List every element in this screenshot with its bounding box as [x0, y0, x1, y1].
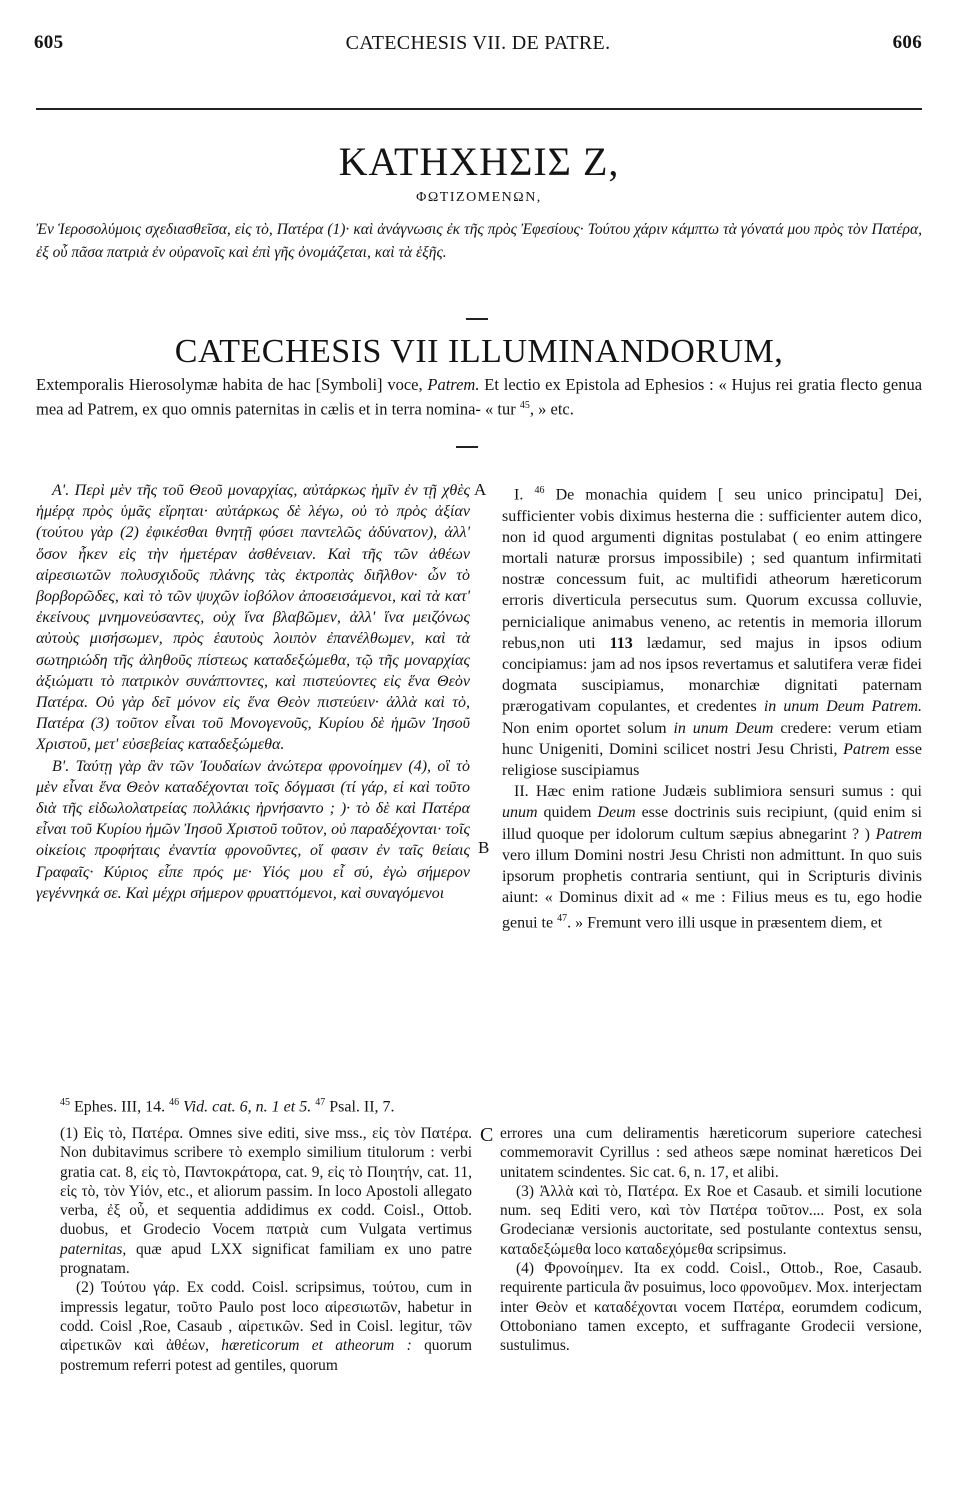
latin-para-2-it1: unum — [502, 804, 538, 822]
latin-intro-end: , » etc. — [529, 399, 574, 419]
latin-para-2-it2: Deum — [597, 804, 636, 822]
latin-paragraph-1 — [502, 480, 922, 781]
latin-text-column — [502, 480, 922, 934]
header-rule — [36, 108, 922, 110]
footnote-marker-46: 46 — [534, 485, 545, 496]
latin-intro-patrem: Patrem. — [427, 375, 480, 394]
ref-47-num: 47 — [315, 1097, 326, 1108]
ref-47-text: Psal. II, 7. — [325, 1098, 395, 1116]
section-dash-2 — [456, 446, 478, 448]
margin-marker-c: C — [480, 1124, 494, 1146]
greek-subtitle: ΦΩΤΙΖΟΜΕΝΩΝ, — [416, 190, 542, 205]
latin-para-2e: . » Fremunt vero illi usque in præsentem diem, et — [567, 914, 883, 932]
note-2 — [60, 1278, 472, 1374]
note-1a: (1) Εἰς τὸ, Πατέρα. Omnes sive editi, sive mss., εἰς τὸν Πατέρα. Non dubitavimus scribere τὸ exemplo similium titulorum : verbi gratia cat. 8, εἰς τὸ, Παντοκράτορα, cat. 9, εἰς τὸ Ποιητήν, cat. 11, εἰς τὸ, τὸν Υἱόν, etc., et aliorum passim. In loco Apostoli allegato verba, ἐξ οὗ, et sequentia addidimus ex codd. Coisl., Ottob. duobus, et Grodecio Vocem πατριὰ cum Vulgata vertimus — [60, 1125, 472, 1239]
note-2b: quorum postremum referri potest ad gentiles, quorum — [60, 1337, 472, 1374]
note-2a: (2) Τούτου γάρ. Ex codd. Coisl. scripsimus, τούτου, cum in impressis legatur, τοῦτο Paulo post loco αἱρεσιωτῶν, habetur in codd. Coisl ,Roe, Casaub , αἱρετικῶν. Sed in Coisl. legitur, τῶν αἱρετικῶν καὶ ἀθέων, — [60, 1279, 472, 1355]
latin-para-2d: vero illum Domini nostri Jesu Christi non admittunt. In quo suis ipsorum prophetis contraria sentiunt, qui in Scripturis divinis aiunt: « Dominus dixit ad « me : Filius meus es tu, ego hodie genui te — [502, 846, 922, 932]
margin-marker-b: B — [478, 838, 490, 857]
footnote-marker-47: 47 — [557, 913, 568, 925]
note-3: (3) Ἀλλὰ καὶ τὸ, Πατέρα. Ex Roe et Casaub. et simili locutione num. seq Editi vero, καὶ τὸν Πατέρα τοῦτον.... Post, ex sola Grodecianæ versionis auctoritate, sed postulante contextus sensu, καταδεξώμεθα loco καταδεχόμεθα scripsimus. — [500, 1182, 922, 1258]
margin-marker-a: A — [474, 480, 487, 499]
latin-para-1e: esse religiose suscipiamus — [502, 740, 923, 779]
latin-para-1-it1: in unum Deum Patrem. — [763, 698, 923, 716]
note-1 — [60, 1124, 472, 1278]
greek-title: ΚΑΤΗΧΗΣΙΣ Ζ, — [338, 139, 620, 184]
latin-para-2b: quidem — [537, 804, 598, 822]
latin-para-1c: Non enim oportet solum — [502, 719, 674, 737]
greek-paragraph-1: Α'. Περὶ μὲν τῆς τοῦ Θεοῦ μοναρχίας, αὐτάρκως ἡμῖν ἐν τῇ χθὲς ἡμέρᾳ πρὸς ὑμᾶς εἴρηται· αὐτάρκως δὲ λέγω, οὐ τὸ πρὸς ἀξίαν (τούτου γὰρ (2) ἐφικέσθαι θνητῇ φύσει παντελῶς ἀδύνατον), ἀλλ' ὅσον ἧκεν εἰς τὴν ἡμετέραν ἀσθένειαν. Καὶ τῆς τῶν ἀθέων αἱρεσιωτῶν πολυσχιδοῦς πλάνης τὰς ἐκτροπὰς διῆλθον· ὧν τὸ βορβορῶδες, καὶ τὸ τῶν ψυχῶν ἰοβόλον ἀποσεισάμενοι, καὶ τὰ κατ' ἐκείνους μνημονεύσαντες, οὐχ ἵνα βλαβῶμεν, ἀλλ' ἵνα μειζόνως αὐτοὺς μισήσωμεν, πρὸς ἑαυτοὺς λοιπὸν ἐπανέλθωμεν, καὶ τὰ σωτηριώδη τῆς ἀληθοῦς πίστεως καταδεξώμεθα, τῷ τῆς μοναρχίας ἀξιώματι τὸ πατρικὸν συνάπτοντες, καὶ πιστεύοντες εἰς ἕνα Θεὸν Πατέρα. Οὐ γὰρ δεῖ μόνον εἰς ἕνα Θεὸν πιστεύειν· ἀλλὰ καὶ τὸ, Πατέρα (3) τοῦτον εἶναι τοῦ Μονογενοῦς, Κυρίου δὲ ἡμῶν Ἰησοῦ Χριστοῦ, μετ' εὐσεβείας καταδεξώμεθα. — [36, 482, 470, 754]
greek-intro: Ἐν Ἱεροσολύμοις σχεδιασθεῖσα, εἰς τὸ, Πατέρα (1)· καὶ ἀνάγνωσις ἐκ τῆς πρὸς Ἐφεσίους· Τούτου χάριν κάμπτω τὰ γόνατά μου πρὸς τὸν Πατέρα, ἐξ οὗ πᾶσα πατριὰ ἐν οὐρανοῖς καὶ ἐπὶ γῆς ὀνομάζεται, καὶ τὰ ἑξῆς. — [36, 221, 922, 261]
latin-para-2-it3: Patrem — [875, 825, 922, 843]
latin-para-2c: esse doctrinis suis recipiunt, (quid enim si illud quoque per idolorum cultum sæpius abnegarint ? ) — [502, 804, 922, 843]
ref-46-text: Vid. cat. 6, n. 1 et 5. — [179, 1098, 316, 1116]
notes-right-column — [500, 1124, 922, 1356]
ref-46-num: 46 — [169, 1097, 180, 1108]
latin-para-1-it2: in unum Deum — [673, 719, 774, 737]
latin-intro-text: Extemporalis Hierosolymæ habita de hac [Symboli] voce, — [36, 375, 423, 394]
latin-intro-lectio: Et lectio ex Epistola ad Ephesios : « Hujus rei gratia flecto genua mea ad Patrem, ex quo omnis paternitas in cælis et in terra nomina- « tur — [36, 375, 923, 419]
notes-left-column — [60, 1124, 472, 1375]
note-continuation: errores una cum deliramentis hæreticorum superiore catechesi commemoravit Cyrillus : sed atheos sæpe nominat hæreticos Dei unitatem scindentes. Sic cat. 6, n. 17, et alibi. — [500, 1125, 922, 1181]
latin-para-1b: lædamur, sed majus in ipsos odium concipiamus: jam ad nos ipsos revertamus et salutifera veræ fidei dogmata suscipiamus, monarchiæ dignitati paternam prærogativam copulantes, et credentes — [502, 634, 922, 716]
note-4: (4) Φρονοίημεν. Ita ex codd. Coisl., Ottob., Roe, Casaub. requirente particula ἂν posuimus, loco φρονοῦμεν. Mox. interjectam inter Θεὸν et καταδέχονται vocem Πατέρα, eorumdem codicum, Ottoboniano tamen excepto, et suffragante Grodecii versione, sustulimus. — [500, 1260, 922, 1355]
section-dash — [466, 318, 488, 320]
latin-para-2a: II. Hæc enim ratione Judæis sublimiora sensuri sumus : qui — [514, 783, 922, 801]
page-number-left: 605 — [34, 32, 64, 53]
greek-paragraph-2: Β'. Ταύτῃ γὰρ ἂν τῶν Ἰουδαίων ἀνώτερα φρονοίημεν (4), οἳ τὸ μὲν εἶναι ἕνα Θεὸν καταδέχονται τοῖς δόγμασι (τί γάρ, εἰ καὶ τοῦτο διὰ τῆς εἰδωλολατρείας πολλάκις ἠρνήσαντο ; )· τὸ δὲ καὶ Πατέρα εἶναι τοῦ Κυρίου ἡμῶν Ἰησοῦ Χριστοῦ τοῦτον, οὐ παραδέχονται· τοῖς οἰκείοις προφήταις ἐναντία φρονοῦντες, οἵ φασιν ἐν ταῖς θείαις Γραφαῖς· Κύριος εἶπε πρός με· Υἱός μου εἶ σύ, ἐγὼ σήμερον γεγέννηκά σε. Καὶ μέχρι σήμερον φρυαττόμενοι, καὶ συναγόμενοι — [36, 757, 470, 902]
footnote-marker-45: 45 — [519, 400, 530, 411]
greek-text-column — [36, 480, 470, 904]
ref-45-text: Ephes. III, 14. — [70, 1098, 170, 1116]
latin-para-num: I. — [514, 486, 524, 504]
column-number: 113 — [609, 634, 633, 652]
page-number-right: 606 — [892, 32, 922, 53]
latin-para-1-it3: Patrem — [843, 740, 890, 758]
running-head — [34, 32, 922, 60]
note-1-it: paternitas, — [60, 1240, 127, 1258]
latin-para-1d: credere: verum etiam hunc Unigeniti, Domini scilicet nostri Jesu Christi, — [502, 719, 922, 758]
latin-title: CATECHESIS VII ILLUMINANDORUM, — [174, 333, 784, 370]
running-title: CATECHESIS VII. DE PATRE. — [345, 32, 611, 54]
ref-45-num: 45 — [60, 1097, 70, 1108]
note-1b: quæ apud LXX significat familiam ex uno patre prognatam. — [60, 1240, 472, 1278]
note-2-it: hæreticorum et atheorum : — [221, 1337, 412, 1355]
latin-intro — [36, 374, 922, 420]
latin-paragraph-2 — [502, 781, 922, 934]
footnote-references — [60, 1097, 922, 1116]
latin-para-1a: De monachia quidem [ seu unico principatu] Dei, sufficienter vobis diximus hesterna die : sufficienter autem dico, non id quod argumenti dignitas postulabat ( eo enim attingere mortali naturæ prorsus impossibile) ; sed quantum infirmitati nostræ concessum fuit, ac multifidi atheorum hæreticorum erroris diverticula persecutus sum. Quorum excussa colluvie, pernicialique animabus veneno, ac retentis in memoria illorum rebus,non uti — [502, 486, 923, 652]
